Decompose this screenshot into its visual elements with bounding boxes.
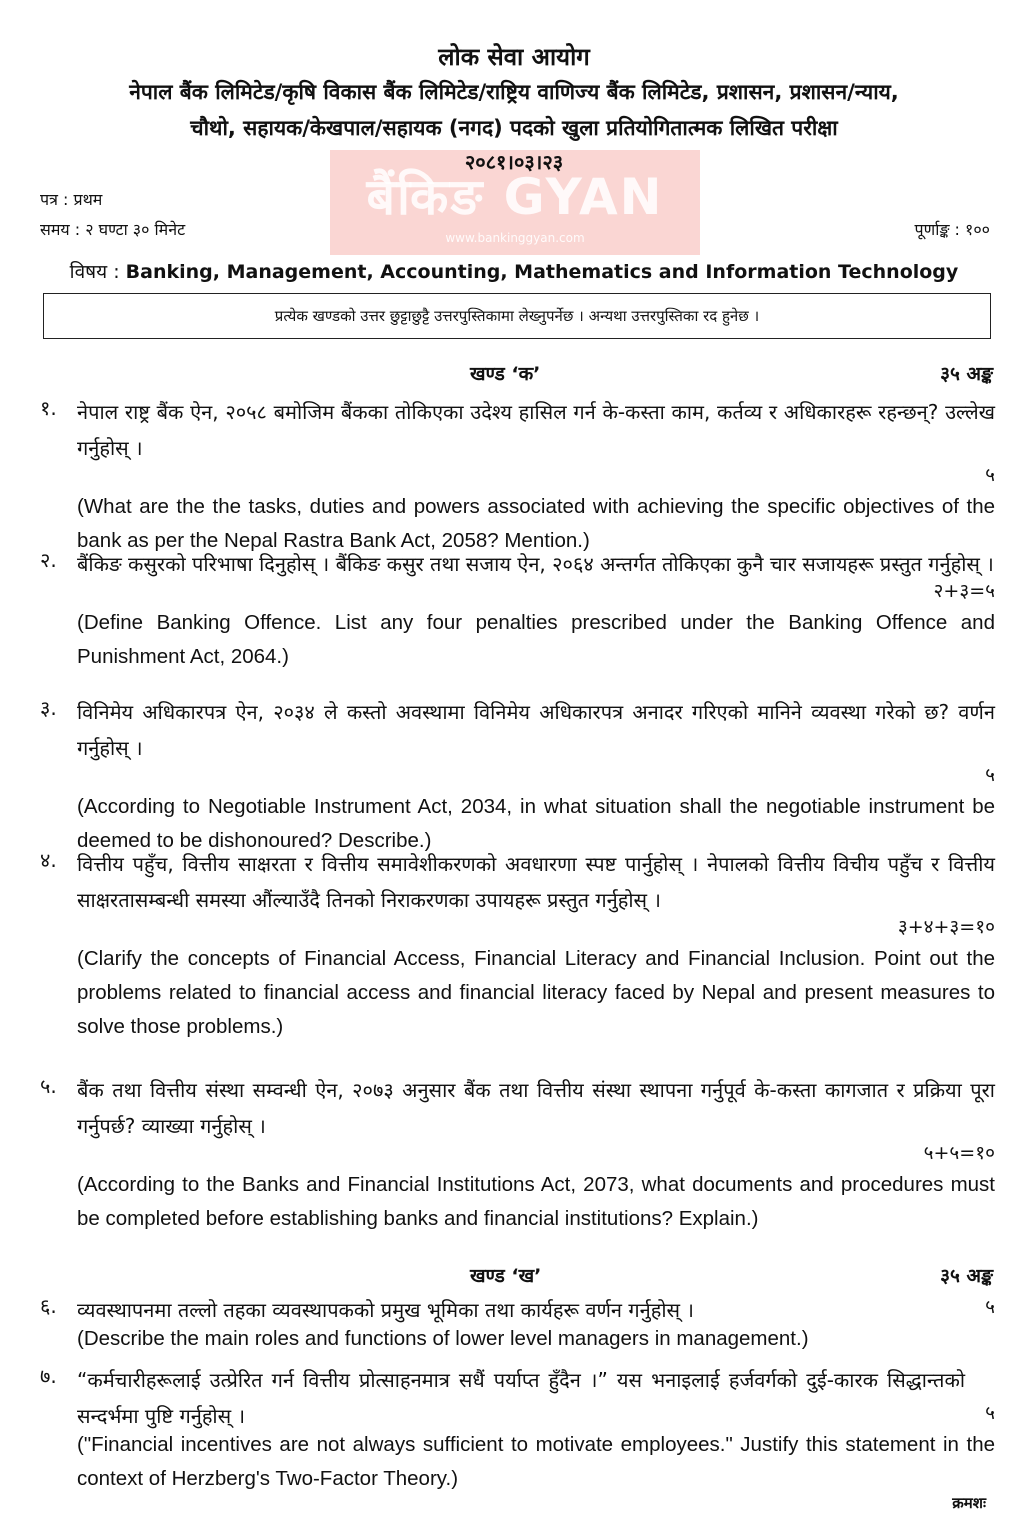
question-text-nepali: “कर्मचारीहरूलाई उत्प्रेरित गर्न वित्तीय प्रोत्साहनमात्र सधैं पर्याप्त हुँदैन ।” यस भनाइलाई हर्जवर्गको दुई-कारक सिद्धान्तको सन्दर्भमा पुष्टि गर्नुहोस् । [77, 1368, 965, 1428]
question-number: ४. [40, 848, 57, 872]
question-number: ३. [40, 696, 57, 720]
question-text-nepali: वित्तीय पहुँच, वित्तीय साक्षरता र वित्तीय समावेशीकरणको अवधारणा स्पष्ट पार्नुहोस् । नेपालको वित्तीय विचीय पहुँच र वित्तीय साक्षरतासम्बन्धी समस्या औंल्याउँदै तिनको निराकरणका उपायहरू प्रस्तुत गर्नुहोस् । [77, 852, 995, 912]
question-text-nepali: बैंकिङ कसुरको परिभाषा दिनुहोस् । बैंकिङ कसुर तथा सजाय ऐन, २०६४ अन्तर्गत तोकिएका कुनै चार सजायहरू प्रस्तुत गर्नुहोस् । [77, 552, 994, 576]
time-label: समय : २ घण्टा ३० मिनेट [40, 220, 186, 239]
question-text-nepali: नेपाल राष्ट्र बैंक ऐन, २०५८ बमोजिम बैंकका तोकिएका उदेश्य हासिल गर्न के-कस्ता काम, कर्तव्य र अधिकारहरू रहन्छन्? उल्लेख गर्नुहोस् । [77, 400, 995, 460]
subject-value: Banking, Management, Accounting, Mathematics and Information Technology [125, 261, 959, 283]
commission-title: लोक सेवा आयोग [438, 43, 590, 71]
question-text-english: (According to Negotiable Instrument Act, 2034, in what situation shall the negotiable instrument be deemed to be dishonoured? Describe.) [77, 795, 995, 852]
question-marks: २+३=५ [933, 580, 995, 602]
paper-label: पत्र : प्रथम [40, 190, 103, 209]
section-title: खण्ड ‘ख’ [470, 1265, 542, 1287]
question-number: ५. [40, 1074, 57, 1098]
exam-title-line-1: नेपाल बैंक लिमिटेड/कृषि विकास बैंक लिमिटेड/राष्ट्रिय वाणिज्य बैंक लिमिटेड, प्रशासन, प्रशासन/न्याय, [129, 80, 899, 104]
question-marks: ५ [985, 464, 995, 486]
question-text-english: (Define Banking Offence. List any four penalties prescribed under the Banking Offence and Punishment Act, 2064.) [77, 611, 995, 668]
watermark-url: www.bankinggyan.com [445, 230, 585, 245]
section-marks: ३५ अङ्क [940, 363, 993, 385]
question-marks: ५+५=१० [923, 1142, 995, 1164]
question-marks: ५ [985, 1296, 995, 1318]
question-text-english: (Clarify the concepts of Financial Access, Financial Literacy and Financial Inclusion. Point out the problems related to financial access and financial literacy faced by Nepal and present measures to solve those problems.) [77, 947, 995, 1038]
exam-date: २०८१।०३।२३ [464, 150, 564, 174]
question-text-english: (According to the Banks and Financial Institutions Act, 2073, what documents and procedures must be completed before establishing banks and financial institutions? Explain.) [77, 1173, 995, 1230]
question-number: १. [40, 396, 57, 420]
question-text-english: (What are the the tasks, duties and powers associated with achieving the specific objectives of the bank as per the Nepal Rastra Bank Act, 2058? Mention.) [77, 495, 995, 552]
subject-label: विषय : [69, 261, 120, 283]
watermark-text: बैंकिङ GYAN [366, 167, 664, 226]
section-marks: ३५ अङ्क [940, 1265, 993, 1287]
question-marks: ३+४+३=१० [897, 916, 995, 938]
full-marks-label: पूर्णाङ्क : १०० [914, 220, 990, 239]
question-text-nepali: विनिमेय अधिकारपत्र ऐन, २०३४ ले कस्तो अवस्थामा विनिमेय अधिकारपत्र अनादर गरिएको मानिने व्यवस्था गरेको छ? वर्णन गर्नुहोस् । [77, 700, 995, 760]
subject-line [0, 258, 1028, 284]
instruction-box [43, 293, 991, 339]
question-number: ६. [40, 1294, 57, 1318]
question-marks: ५ [985, 764, 995, 786]
question-text-english: ("Financial incentives are not always sufficient to motivate employees." Justify this statement in the context of Herzberg's Two-Factor Theory.) [77, 1433, 995, 1490]
continued-label: क्रमशः [952, 1494, 986, 1512]
question-number: ७. [40, 1364, 57, 1388]
question-number: २. [40, 548, 57, 572]
section-title: खण्ड ‘क’ [470, 363, 541, 385]
question-text-english: (Describe the main roles and functions of lower level managers in management.) [77, 1327, 809, 1350]
instruction-text: प्रत्येक खण्डको उत्तर छुट्टाछुट्टै उत्तरपुस्तिकामा लेख्नुपर्नेछ । अन्यथा उत्तरपुस्तिका रद हुनेछ । [274, 307, 760, 325]
question-marks: ५ [985, 1402, 995, 1424]
exam-title-line-2: चौथो, सहायक/केखपाल/सहायक (नगद) पदको खुला प्रतियोगितात्मक लिखित परीक्षा [190, 116, 838, 140]
question-text-nepali: व्यवस्थापनमा तल्लो तहका व्यवस्थापकको प्रमुख भूमिका तथा कार्यहरू वर्णन गर्नुहोस् । [77, 1298, 694, 1322]
question-text-nepali: बैंक तथा वित्तीय संस्था सम्वन्धी ऐन, २०७३ अनुसार बैंक तथा वित्तीय संस्था स्थापना गर्नुपूर्व के-कस्ता कागजात र प्रक्रिया पूरा गर्नुपर्छ? व्याख्या गर्नुहोस् । [77, 1078, 995, 1138]
